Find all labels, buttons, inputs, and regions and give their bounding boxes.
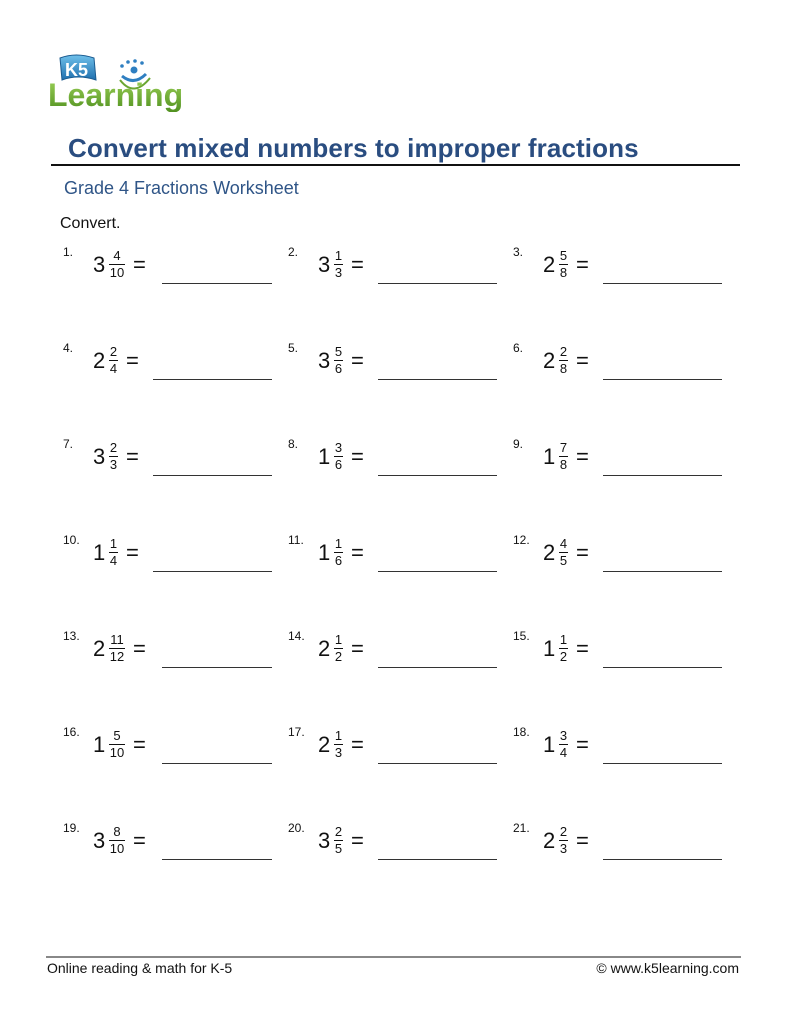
equals-sign: =	[576, 540, 589, 565]
numerator: 2	[559, 344, 568, 359]
answer-blank[interactable]	[603, 283, 722, 284]
fraction	[109, 729, 125, 760]
fraction	[334, 825, 343, 856]
problem-item	[513, 245, 728, 285]
answer-blank[interactable]	[153, 475, 272, 476]
equals-sign: =	[576, 828, 589, 853]
answer-blank[interactable]	[603, 859, 722, 860]
problem-number: 10.	[63, 533, 80, 547]
answer-blank[interactable]	[162, 859, 272, 860]
equals-sign: =	[351, 636, 364, 661]
whole-number: 1	[543, 732, 556, 757]
numerator: 5	[559, 248, 568, 263]
problem-number: 14.	[288, 629, 305, 643]
answer-blank[interactable]	[603, 667, 722, 668]
whole-number: 1	[318, 444, 331, 469]
fraction	[334, 249, 343, 280]
equals-sign: =	[576, 636, 589, 661]
problem-item	[288, 629, 503, 669]
fraction	[334, 633, 343, 664]
fraction	[109, 633, 125, 664]
answer-blank[interactable]	[603, 763, 722, 764]
denominator: 3	[559, 841, 568, 856]
equals-sign: =	[576, 732, 589, 757]
answer-blank[interactable]	[378, 283, 497, 284]
problem-number: 5.	[288, 341, 299, 355]
equals-sign: =	[351, 540, 364, 565]
fraction	[109, 345, 118, 376]
equals-sign: =	[133, 732, 146, 757]
equals-sign: =	[576, 444, 589, 469]
answer-blank[interactable]	[162, 283, 272, 284]
answer-blank[interactable]	[162, 667, 272, 668]
numerator: 3	[559, 728, 568, 743]
denominator: 3	[334, 265, 343, 280]
fraction	[334, 537, 343, 568]
answer-blank[interactable]	[603, 571, 722, 572]
problem-item	[63, 341, 278, 381]
problem-item	[63, 533, 278, 573]
fraction	[559, 729, 568, 760]
denominator: 3	[334, 745, 343, 760]
denominator: 8	[559, 361, 568, 376]
page-subtitle: Grade 4 Fractions Worksheet	[64, 178, 299, 198]
problem-item	[513, 821, 728, 861]
equals-sign: =	[133, 252, 146, 277]
answer-blank[interactable]	[378, 859, 497, 860]
problem-number: 15.	[513, 629, 530, 643]
numerator: 4	[559, 536, 568, 551]
k5-learning-logo	[46, 50, 196, 112]
problem-item	[288, 533, 503, 573]
problem-item	[63, 821, 278, 861]
numerator: 1	[334, 536, 343, 551]
problem-number: 20.	[288, 821, 305, 835]
answer-blank[interactable]	[378, 667, 497, 668]
denominator: 10	[109, 745, 125, 760]
denominator: 2	[334, 649, 343, 664]
problem-item	[63, 245, 278, 285]
numerator: 1	[559, 632, 568, 647]
answer-blank[interactable]	[603, 379, 722, 380]
problem-number: 18.	[513, 725, 530, 739]
answer-blank[interactable]	[603, 475, 722, 476]
denominator: 12	[109, 649, 125, 664]
fraction	[334, 441, 343, 472]
problem-item	[513, 533, 728, 573]
denominator: 10	[109, 265, 125, 280]
answer-blank[interactable]	[378, 475, 497, 476]
problem-item	[288, 341, 503, 381]
fraction	[559, 345, 568, 376]
whole-number: 3	[93, 252, 106, 277]
instruction-text: Convert.	[60, 215, 121, 232]
problem-number: 1.	[63, 245, 74, 259]
denominator: 6	[334, 457, 343, 472]
fraction	[334, 729, 343, 760]
denominator: 4	[109, 361, 118, 376]
problem-number: 6.	[513, 341, 524, 355]
answer-blank[interactable]	[153, 379, 272, 380]
problem-number: 9.	[513, 437, 524, 451]
whole-number: 2	[93, 636, 106, 661]
numerator: 1	[334, 728, 343, 743]
whole-number: 1	[543, 636, 556, 661]
footer-copyright: © www.k5learning.com	[596, 960, 739, 976]
logo-graphic-icon	[46, 50, 196, 112]
numerator: 1	[334, 248, 343, 263]
problem-item	[63, 437, 278, 477]
problem-item	[288, 725, 503, 765]
whole-number: 3	[318, 252, 331, 277]
equals-sign: =	[126, 540, 139, 565]
numerator: 5	[113, 728, 121, 743]
problem-number: 21.	[513, 821, 530, 835]
whole-number: 2	[543, 828, 556, 853]
whole-number: 3	[318, 348, 331, 373]
problem-number: 19.	[63, 821, 80, 835]
whole-number: 2	[543, 252, 556, 277]
title-divider	[51, 164, 740, 166]
page-title: Convert mixed numbers to improper fractions	[68, 133, 639, 163]
fraction	[559, 537, 568, 568]
numerator: 1	[109, 536, 118, 551]
problem-item	[288, 245, 503, 285]
equals-sign: =	[351, 252, 364, 277]
equals-sign: =	[351, 732, 364, 757]
equals-sign: =	[351, 828, 364, 853]
equals-sign: =	[351, 444, 364, 469]
problem-item	[513, 725, 728, 765]
answer-blank[interactable]	[378, 379, 497, 380]
whole-number: 1	[93, 540, 106, 565]
problem-item	[513, 341, 728, 381]
whole-number: 1	[93, 732, 106, 757]
denominator: 8	[559, 265, 568, 280]
whole-number: 2	[543, 348, 556, 373]
equals-sign: =	[133, 828, 146, 853]
problem-item	[513, 629, 728, 669]
denominator: 5	[559, 553, 568, 568]
whole-number: 3	[93, 444, 106, 469]
equals-sign: =	[576, 348, 589, 373]
whole-number: 1	[318, 540, 331, 565]
problem-number: 11.	[288, 533, 304, 547]
problem-number: 8.	[288, 437, 299, 451]
answer-blank[interactable]	[378, 763, 497, 764]
footer-tagline: Online reading & math for K-5	[47, 960, 233, 976]
problem-number: 17.	[288, 725, 305, 739]
numerator: 2	[109, 440, 118, 455]
problem-item	[63, 629, 278, 669]
numerator: 11	[110, 632, 124, 647]
denominator: 2	[559, 649, 568, 664]
answer-blank[interactable]	[153, 571, 272, 572]
denominator: 4	[559, 745, 568, 760]
svg-text:K5: K5	[65, 60, 89, 80]
numerator: 2	[334, 824, 343, 839]
problem-number: 3.	[513, 245, 524, 259]
whole-number: 3	[318, 828, 331, 853]
whole-number: 3	[93, 828, 106, 853]
problem-item	[288, 437, 503, 477]
problem-number: 7.	[63, 437, 74, 451]
fraction	[109, 537, 118, 568]
denominator: 6	[334, 361, 343, 376]
equals-sign: =	[133, 636, 146, 661]
svg-text:Learning: Learning	[48, 77, 184, 112]
fraction	[109, 249, 125, 280]
numerator: 2	[559, 824, 568, 839]
fraction	[559, 441, 568, 472]
answer-blank[interactable]	[378, 571, 497, 572]
problem-item	[288, 821, 503, 861]
fraction	[334, 345, 343, 376]
problem-number: 16.	[63, 725, 80, 739]
whole-number: 1	[543, 444, 556, 469]
denominator: 5	[334, 841, 343, 856]
fraction	[109, 825, 125, 856]
whole-number: 2	[318, 636, 331, 661]
equals-sign: =	[126, 444, 139, 469]
denominator: 10	[109, 841, 125, 856]
problem-number: 4.	[63, 341, 74, 355]
problem-number: 13.	[63, 629, 80, 643]
answer-blank[interactable]	[162, 763, 272, 764]
denominator: 4	[109, 553, 118, 568]
whole-number: 2	[543, 540, 556, 565]
fraction	[109, 441, 118, 472]
problem-number: 2.	[288, 245, 299, 259]
numerator: 1	[334, 632, 343, 647]
denominator: 6	[334, 553, 343, 568]
fraction	[559, 825, 568, 856]
numerator: 3	[334, 440, 343, 455]
numerator: 7	[559, 440, 568, 455]
whole-number: 2	[93, 348, 106, 373]
footer-divider	[46, 956, 741, 958]
fraction	[559, 249, 568, 280]
numerator: 2	[109, 344, 118, 359]
numerator: 4	[113, 248, 121, 263]
problem-number: 12.	[513, 533, 530, 547]
denominator: 8	[559, 457, 568, 472]
denominator: 3	[109, 457, 118, 472]
fraction	[559, 633, 568, 664]
problem-item	[63, 725, 278, 765]
numerator: 8	[113, 824, 121, 839]
equals-sign: =	[351, 348, 364, 373]
numerator: 5	[334, 344, 343, 359]
problem-item	[513, 437, 728, 477]
whole-number: 2	[318, 732, 331, 757]
equals-sign: =	[126, 348, 139, 373]
equals-sign: =	[576, 252, 589, 277]
